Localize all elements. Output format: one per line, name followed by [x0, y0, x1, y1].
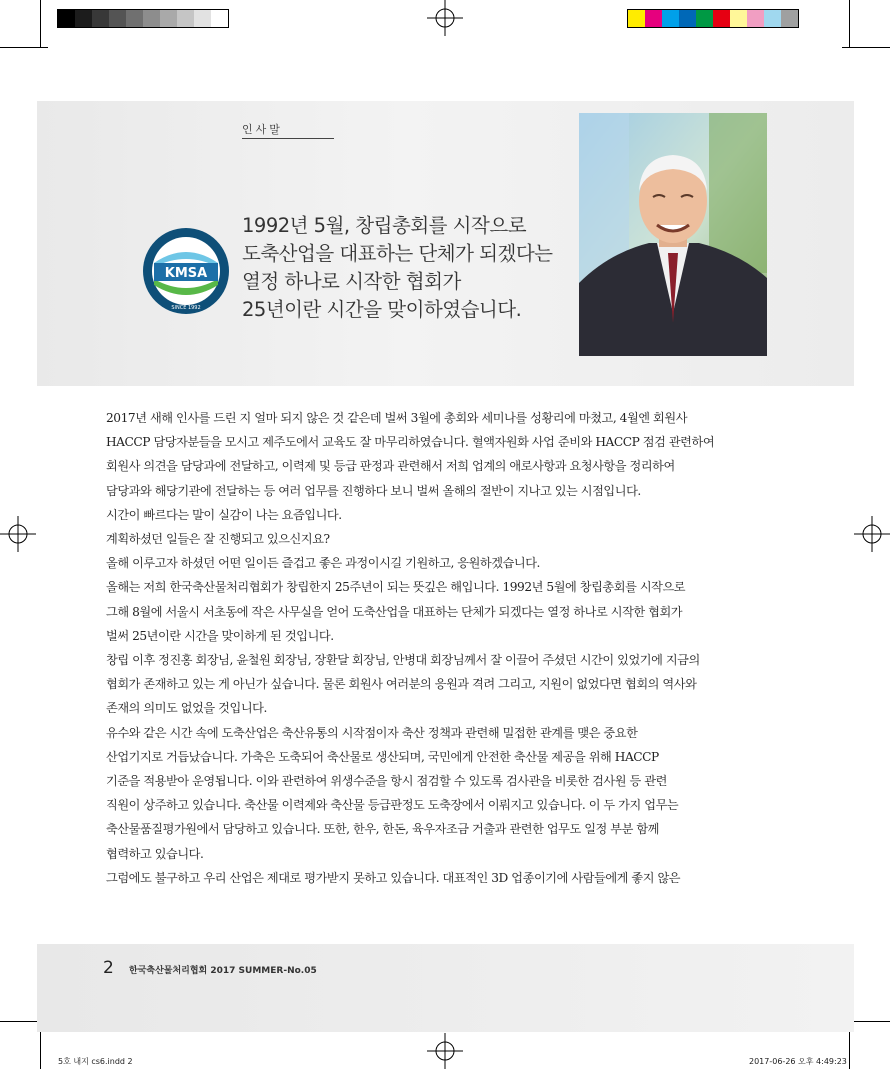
body-line: 창립 이후 정진홍 회장님, 윤철원 회장님, 장환달 회장님, 안병대 회장님께서 잘 이끌어 주셨던 시간이 있었기에 지금의	[106, 653, 700, 668]
logo-since: SINCE 1992	[171, 305, 201, 311]
process-color-bar	[627, 9, 799, 28]
body-line: 산업기지로 거듭났습니다. 가축은 도축되어 축산물로 생산되며, 국민에게 안전한 축산물 제공을 위해 HACCP	[106, 749, 659, 764]
crop-mark	[0, 47, 48, 48]
slug-file-info: 5호 내지 cs6.indd 2	[58, 1057, 133, 1066]
color-swatch	[696, 10, 713, 27]
crop-mark	[842, 47, 890, 48]
registration-mark-right	[854, 516, 890, 552]
body-line: 유수와 같은 시간 속에 도축산업은 축산유통의 시작점이자 축산 정책과 관련해 밀접한 관계를 맺은 중요한	[106, 725, 638, 740]
body-line: HACCP 담당자분들을 모시고 제주도에서 교육도 잘 마무리하였습니다. 혈액자원화 사업 준비와 HACCP 점검 관련하여	[106, 435, 715, 450]
color-swatch	[177, 10, 194, 27]
headline-quote	[242, 212, 562, 324]
color-swatch	[645, 10, 662, 27]
body-line: 협회가 존재하고 있는 게 아닌가 싶습니다. 물론 회원사 여러분의 응원과 격려 그리고, 지원이 없었다면 협회의 역사와	[106, 677, 697, 692]
body-line: 직원이 상주하고 있습니다. 축산물 이력제와 축산물 등급판정도 도축장에서 이뤄지고 있습니다. 이 두 가지 업무는	[106, 798, 679, 813]
body-line: 존재의 의미도 없었을 것입니다.	[106, 701, 267, 716]
body-line: 축산물품질평가원에서 담당하고 있습니다. 또한, 한우, 한돈, 육우자조금 거출과 관련한 업무도 일정 부분 함께	[106, 822, 660, 837]
body-line: 협력하고 있습니다.	[106, 846, 204, 861]
color-swatch	[126, 10, 143, 27]
headline-line: 열정 하나로 시작한 협회가	[242, 270, 461, 293]
registration-mark-bottom	[427, 1033, 463, 1069]
registration-mark-left	[0, 516, 36, 552]
crop-mark	[40, 0, 41, 48]
color-swatch	[679, 10, 696, 27]
color-swatch	[747, 10, 764, 27]
color-swatch	[730, 10, 747, 27]
body-line: 그럼에도 불구하고 우리 산업은 제대로 평가받지 못하고 있습니다. 대표적인 3D 업종이기에 사람들에게 좋지 않은	[106, 870, 681, 885]
body-line: 2017년 새해 인사를 드린 지 얼마 되지 않은 것 같은데 벌써 3월에 총회와 세미나를 성황리에 마쳤고, 4월엔 회원사	[106, 411, 688, 425]
page-footer-band	[37, 944, 854, 1032]
page-number: 2	[103, 958, 114, 978]
body-line: 기준을 적용받아 운영됩니다. 이와 관련하여 위생수준을 항시 점검할 수 있도록 검사관을 비롯한 검사원 등 관련	[106, 774, 667, 789]
body-line: 계획하셨던 일들은 잘 진행되고 있으신지요?	[106, 532, 330, 547]
crop-mark	[849, 0, 850, 48]
logo-wordmark: KMSA	[164, 266, 208, 281]
color-swatch	[628, 10, 645, 27]
registration-mark-top	[427, 0, 463, 36]
gray-color-bar	[57, 9, 229, 28]
color-swatch	[211, 10, 228, 27]
color-swatch	[58, 10, 75, 27]
section-label: 인사말	[242, 123, 283, 136]
headline-line: 25년이란 시간을 맞이하였습니다.	[242, 298, 522, 321]
body-line: 담당과와 해당기관에 전달하는 등 여러 업무를 진행하다 보니 벌써 올해의 절반이 지나고 있는 시점입니다.	[106, 483, 641, 498]
color-swatch	[781, 10, 798, 27]
color-swatch	[143, 10, 160, 27]
color-swatch	[75, 10, 92, 27]
color-swatch	[92, 10, 109, 27]
body-line: 올해는 저희 한국축산물처리협회가 창립한지 25주년이 되는 뜻깊은 해입니다. 1992년 5월에 창립총회를 시작으로	[106, 580, 686, 595]
slug-timestamp: 2017-06-26 오후 4:49:23	[749, 1057, 847, 1066]
section-divider	[242, 138, 334, 139]
color-swatch	[194, 10, 211, 27]
chairman-portrait	[579, 113, 767, 356]
body-line: 올해 이루고자 하셨던 어떤 일이든 즐겁고 좋은 과정이시길 기원하고, 응원하겠습니다.	[106, 556, 540, 571]
greeting-body-text	[106, 406, 786, 890]
kmsa-logo	[142, 227, 230, 315]
headline-line: 도축산업을 대표하는 단체가 되겠다는	[242, 242, 553, 265]
body-line: 회원사 의견을 담당과에 전달하고, 이력제 및 등급 판정과 관련해서 저희 업계의 애로사항과 요청사항을 정리하여	[106, 459, 675, 474]
headline-line: 1992년 5월, 창립총회를 시작으로	[242, 214, 527, 237]
color-swatch	[662, 10, 679, 27]
body-line: 벌써 25년이란 시간을 맞이하게 된 것입니다.	[106, 628, 334, 643]
publication-title: 한국축산물처리협회 2017 SUMMER-No.05	[129, 966, 317, 976]
color-swatch	[109, 10, 126, 27]
color-swatch	[713, 10, 730, 27]
color-swatch	[764, 10, 781, 27]
body-line: 시간이 빠르다는 말이 실감이 나는 요즘입니다.	[106, 507, 342, 522]
color-swatch	[160, 10, 177, 27]
body-line: 그해 8월에 서울시 서초동에 작은 사무실을 얻어 도축산업을 대표하는 단체가 되겠다는 열정 하나로 시작한 협회가	[106, 604, 683, 619]
